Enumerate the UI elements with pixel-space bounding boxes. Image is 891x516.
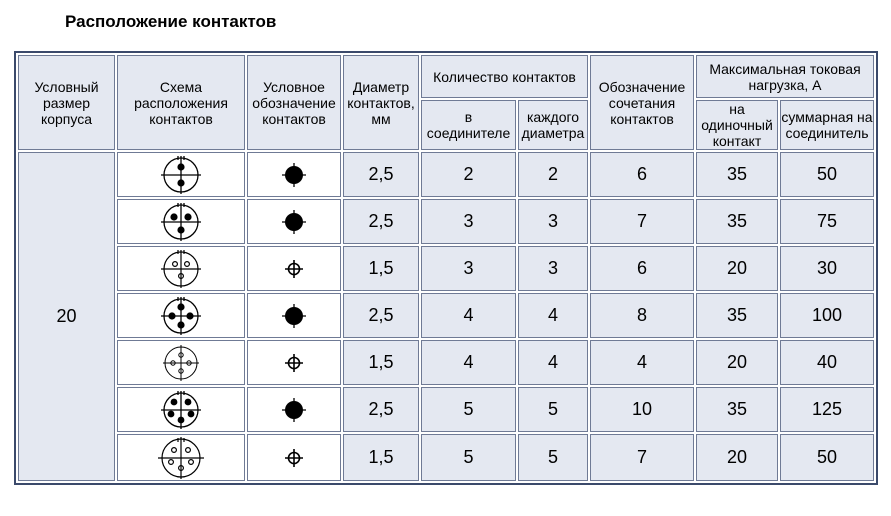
table-row (18, 293, 874, 338)
header-diameter: Диаметр контактов, мм (343, 55, 419, 150)
single-load-cell: 20 (696, 340, 778, 385)
diameter-cell: 2,5 (343, 293, 419, 338)
single-load-cell: 35 (696, 152, 778, 197)
combo-cell: 7 (590, 434, 694, 481)
crosshair-contact-icon (247, 246, 341, 291)
header-count-each: каждого диаметра (518, 100, 588, 150)
single-load-cell: 20 (696, 434, 778, 481)
in-connector-cell: 5 (421, 434, 516, 481)
single-load-cell: 35 (696, 293, 778, 338)
combo-cell: 4 (590, 340, 694, 385)
scheme-4-large-icon (117, 293, 245, 338)
header-count-connector: в соединителе (421, 100, 516, 150)
diameter-cell: 1,5 (343, 246, 419, 291)
diameter-cell: 2,5 (343, 199, 419, 244)
in-connector-cell: 2 (421, 152, 516, 197)
each-diameter-cell: 5 (518, 434, 588, 481)
crosshair-contact-icon (247, 434, 341, 481)
total-load-cell: 50 (780, 152, 874, 197)
filled-contact-icon (247, 152, 341, 197)
in-connector-cell: 3 (421, 246, 516, 291)
header-load-total: суммарная на соединитель (780, 100, 874, 150)
size-cell: 20 (18, 152, 115, 481)
table-row (18, 199, 874, 244)
header-scheme: Схема расположения контактов (117, 55, 245, 150)
scheme-5-large-icon (117, 387, 245, 432)
single-load-cell: 35 (696, 387, 778, 432)
header-combo: Обозначение сочетания контактов (590, 55, 694, 150)
total-load-cell: 50 (780, 434, 874, 481)
page-title: Расположение контактов (65, 12, 277, 31)
combo-cell: 8 (590, 293, 694, 338)
diameter-cell: 2,5 (343, 152, 419, 197)
in-connector-cell: 4 (421, 293, 516, 338)
crosshair-contact-icon (247, 340, 341, 385)
header-load-single: на одиночный контакт (696, 100, 778, 150)
table-row (18, 246, 874, 291)
table-row (18, 340, 874, 385)
header-count-group: Количество контактов (421, 55, 588, 98)
header-load-group: Максимальная токовая нагрузка, А (696, 55, 874, 98)
header-size: Условный размер корпуса (18, 55, 115, 150)
combo-cell: 10 (590, 387, 694, 432)
single-load-cell: 20 (696, 246, 778, 291)
table-row (18, 152, 874, 197)
diameter-cell: 1,5 (343, 434, 419, 481)
total-load-cell: 100 (780, 293, 874, 338)
total-load-cell: 125 (780, 387, 874, 432)
total-load-cell: 30 (780, 246, 874, 291)
each-diameter-cell: 4 (518, 293, 588, 338)
combo-cell: 7 (590, 199, 694, 244)
total-load-cell: 75 (780, 199, 874, 244)
scheme-3-small-icon (117, 246, 245, 291)
in-connector-cell: 3 (421, 199, 516, 244)
filled-contact-icon (247, 199, 341, 244)
diameter-cell: 2,5 (343, 387, 419, 432)
filled-contact-icon (247, 293, 341, 338)
combo-cell: 6 (590, 246, 694, 291)
each-diameter-cell: 2 (518, 152, 588, 197)
header-designation: Условное обозначение контактов (247, 55, 341, 150)
each-diameter-cell: 4 (518, 340, 588, 385)
scheme-5-small-icon (117, 434, 245, 481)
in-connector-cell: 5 (421, 387, 516, 432)
table-row (18, 387, 874, 432)
table-row (18, 434, 874, 481)
diameter-cell: 1,5 (343, 340, 419, 385)
scheme-3-large-icon (117, 199, 245, 244)
in-connector-cell: 4 (421, 340, 516, 385)
scheme-4-small-icon (117, 340, 245, 385)
filled-contact-icon (247, 387, 341, 432)
single-load-cell: 35 (696, 199, 778, 244)
each-diameter-cell: 3 (518, 246, 588, 291)
total-load-cell: 40 (780, 340, 874, 385)
scheme-2-large-icon (117, 152, 245, 197)
combo-cell: 6 (590, 152, 694, 197)
each-diameter-cell: 3 (518, 199, 588, 244)
each-diameter-cell: 5 (518, 387, 588, 432)
contacts-table (14, 51, 878, 485)
